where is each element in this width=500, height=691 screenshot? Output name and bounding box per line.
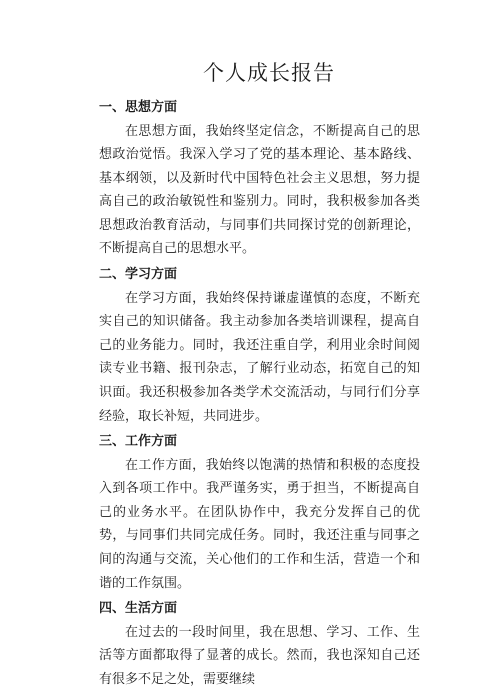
- section-heading: 一、思想方面: [99, 100, 178, 115]
- section-heading: 三、工作方面: [99, 434, 178, 450]
- section-heading: 二、学习方面: [99, 267, 178, 283]
- section-paragraph: 在学习方面，我始终保持谦虚谨慎的态度，不断充实自己的知识储备。我主动参加各类培训课程，提高自己的业务能力。同时，我还注重自学，利用业余时间阅读专业书籍、报刊杂志，了解行业动态，拓宽自己的知识面。我还积极参加各类学术交流活动，与同行们分享经验，取长补短，共同进步。: [99, 290, 420, 424]
- section-paragraph: 在过去的一段时间里，我在思想、学习、工作、生活等方面都取得了显著的成长。然而，我也深知自己还有很多不足之处，需要继续: [99, 624, 420, 687]
- section-thought: [99, 96, 420, 261]
- section-heading: 四、生活方面: [99, 601, 178, 617]
- section-paragraph: 在工作方面，我始终以饱满的热情和积极的态度投入到各项工作中。我严谨务实，勇于担当，不断提高自己的业务水平。在团队协作中，我充分发挥自己的优势，与同事们共同完成任务。同时，我还注重与同事之间的沟通与交流，关心他们的工作和生活，营造一个和谐的工作氛围。: [99, 457, 420, 591]
- section-work: [99, 430, 420, 595]
- section-paragraph: 在思想方面，我始终坚定信念，不断提高自己的思想政治觉悟。我深入学习了党的基本理论、基本路线、基本纲领，以及新时代中国特色社会主义思想，努力提高自己的政治敏锐性和鉴别力。同时，我积极参加各类思想政治教育活动，与同事们共同探讨党的创新理论，不断提高自己的思想水平。: [99, 123, 420, 257]
- section-study: [99, 263, 420, 428]
- document-title: 个人成长报告: [203, 61, 335, 85]
- section-life: [99, 597, 420, 691]
